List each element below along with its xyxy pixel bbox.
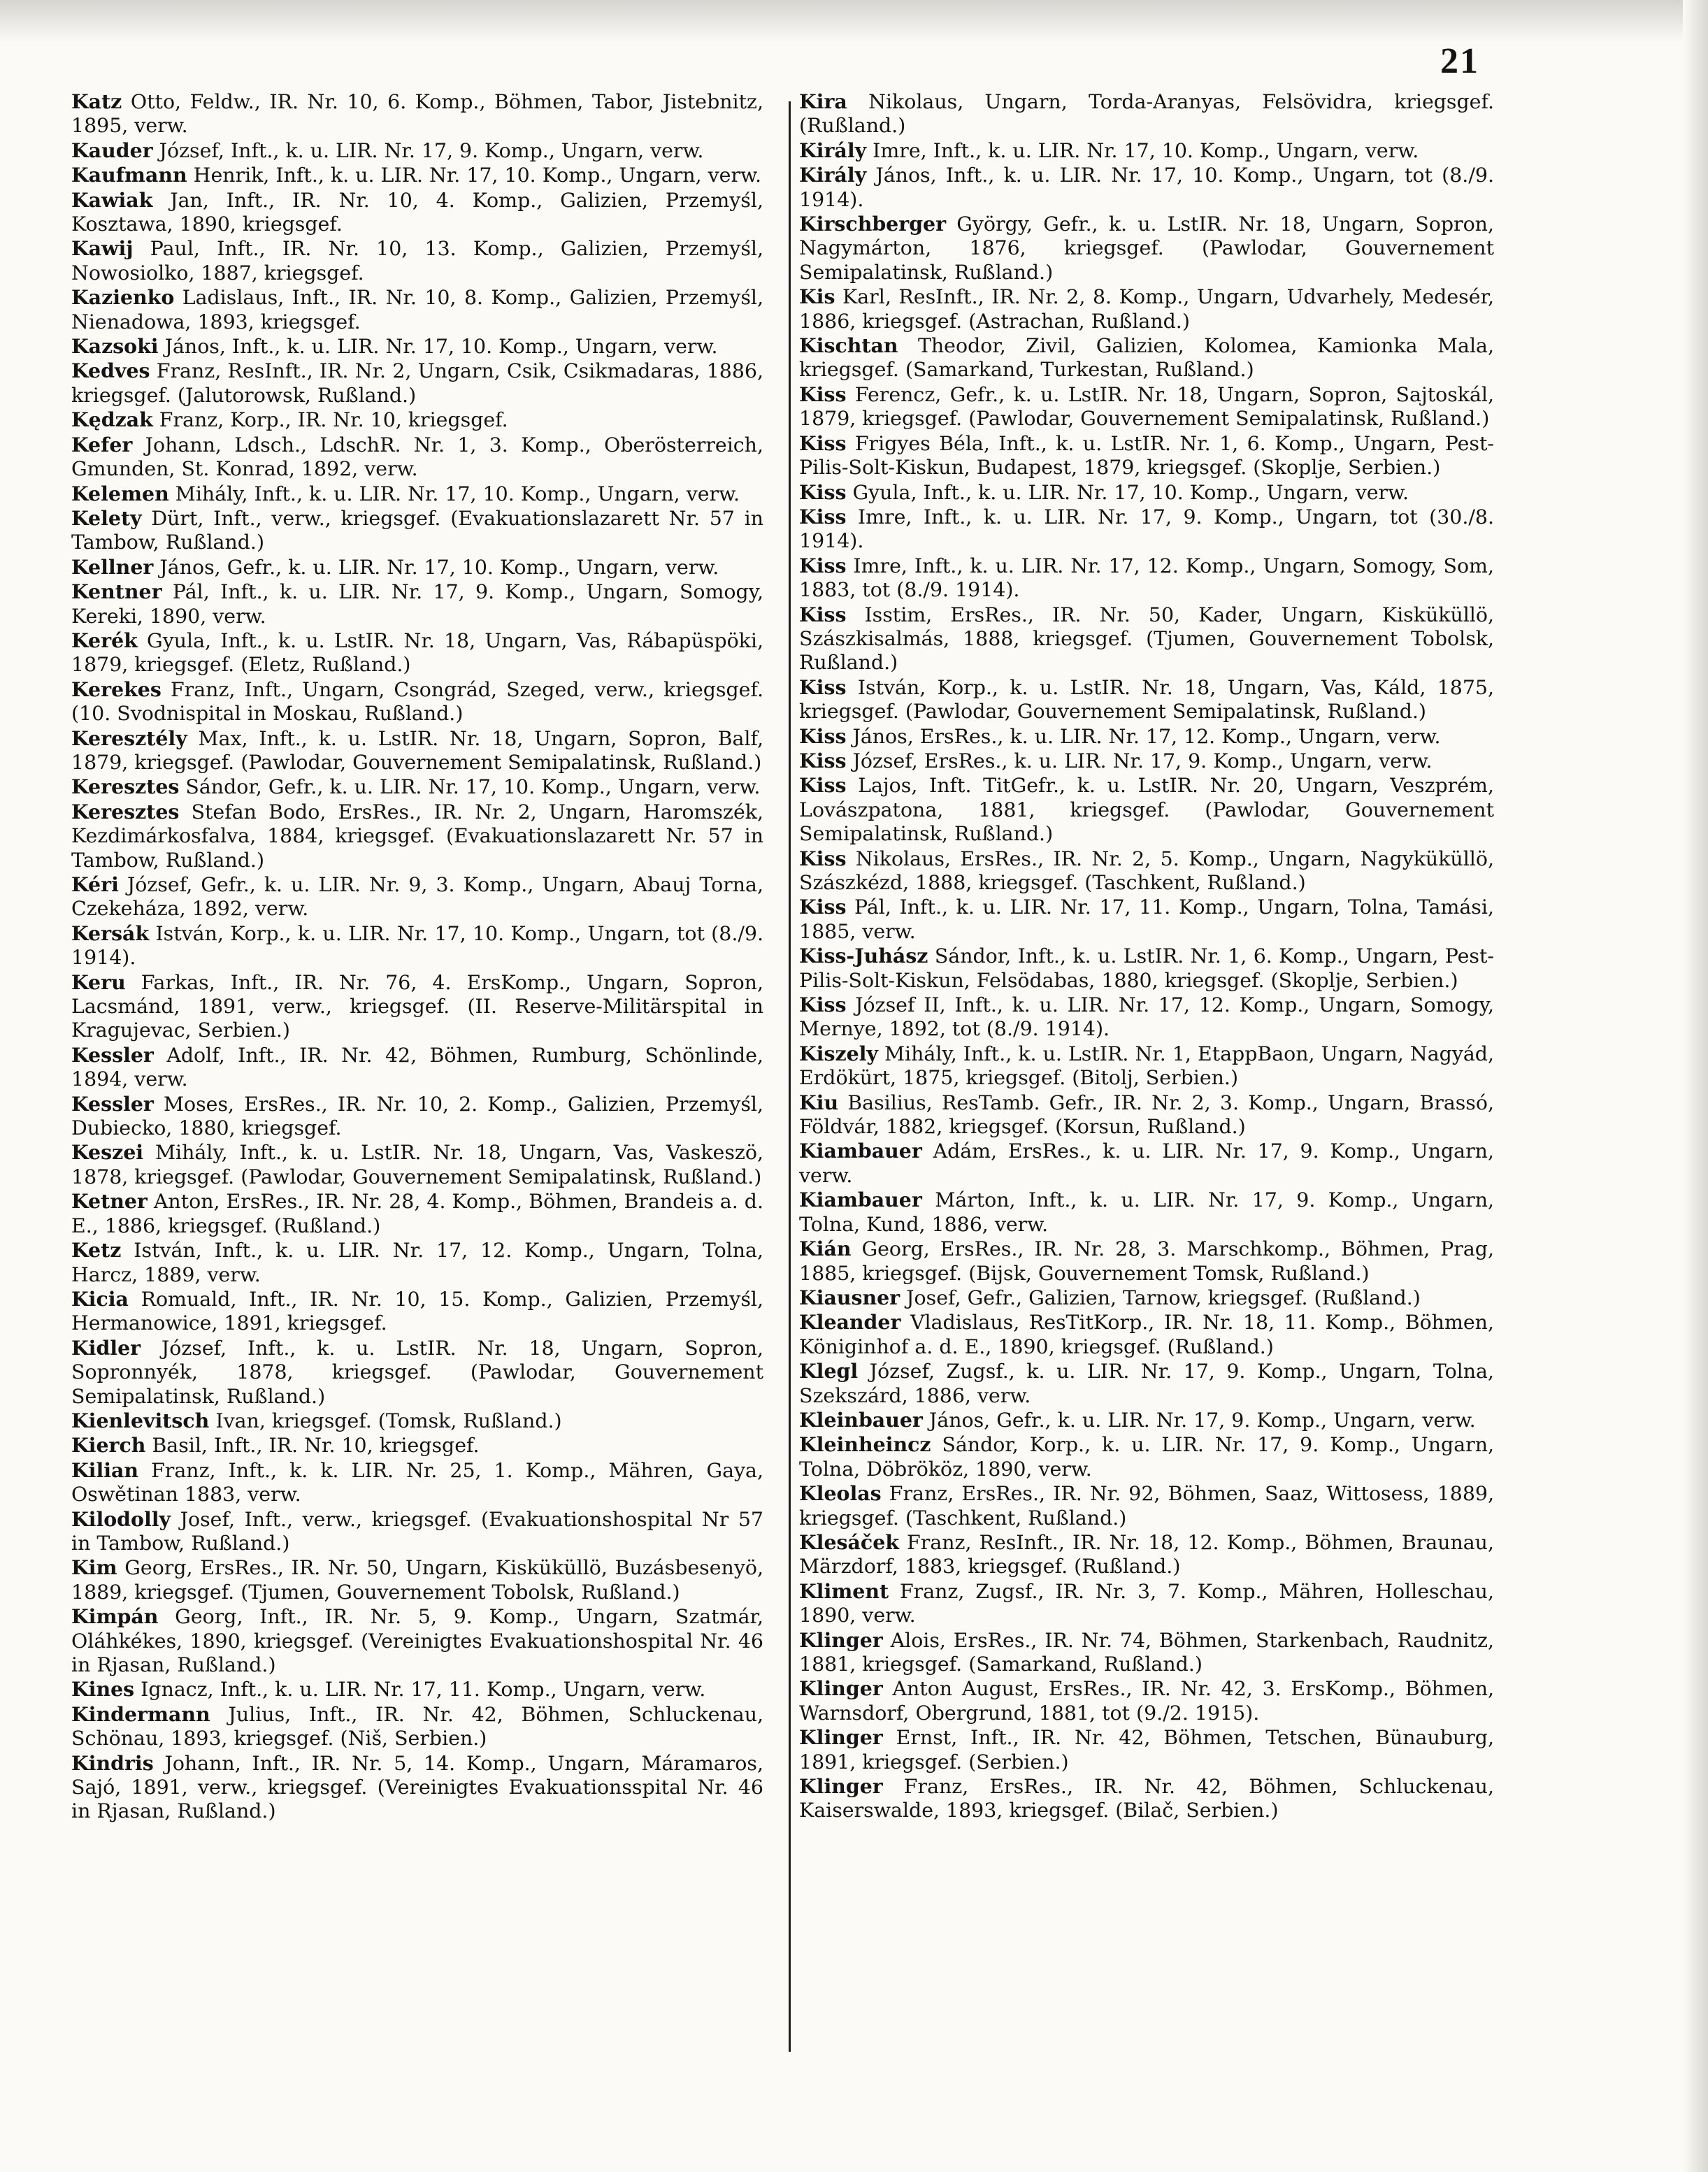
register-entry <box>71 1287 763 1336</box>
entry-surname: Klinger <box>799 1676 883 1701</box>
entry-details: Josef, Gefr., Galizien, Tarnow, kriegsgef. (Rußland.) <box>900 1286 1421 1309</box>
entry-details: Frigyes Béla, Inft., k. u. LstIR. Nr. 1, 6. Komp., Ungarn, Pest-Pilis-Solt-Kiskun, Budapest, 1879, kriegsgef. (Skoplje, Serbien.) <box>799 431 1494 480</box>
entry-details: Stefan Bodo, ErsRes., IR. Nr. 2, Ungarn, Haromszék, Kezdimárkosfalva, 1884, kriegsgef. (Evakuationslazarett Nr. 57 in Tambow, Rußland.) <box>71 800 763 872</box>
entry-surname: Kedves <box>71 359 150 383</box>
register-entry <box>71 138 763 163</box>
register-entry <box>71 1092 763 1141</box>
entry-surname: Kéri <box>71 872 119 896</box>
register-entry <box>71 1140 763 1189</box>
entry-surname: Kis <box>799 285 835 309</box>
entry-surname: Kiambauer <box>799 1188 922 1212</box>
entry-details: Dürt, Inft., verw., kriegsgef. (Evakuationslazarett Nr. 57 in Tambow, Rußland.) <box>71 506 763 554</box>
entry-details: Ernst, Inft., IR. Nr. 42, Böhmen, Tetschen, Bünauburg, 1891, kriegsgef. (Serbien.) <box>799 1726 1494 1774</box>
page-shadow-right <box>1683 0 1708 2172</box>
entry-details: Mihály, Inft., k. u. LIR. Nr. 17, 10. Komp., Ungarn, verw. <box>168 482 740 505</box>
entry-details: József, Inft., k. u. LstIR. Nr. 18, Ungarn, Sopron, Sopronnyék, 1878, kriegsgef. (Pawlodar, Gouvernement Semipalatinsk, Rußland.) <box>71 1336 763 1408</box>
column-divider <box>789 101 791 2052</box>
entry-surname: Kiss <box>799 773 847 798</box>
entry-surname: Klinger <box>799 1725 883 1750</box>
page-shadow-top <box>0 0 1708 42</box>
register-entry <box>71 408 763 432</box>
entry-surname: Kiss <box>799 480 847 504</box>
entry-surname: Kirschberger <box>799 212 947 236</box>
register-entry <box>799 1042 1494 1091</box>
entry-details: Imre, Inft., k. u. LIR. Nr. 17, 10. Komp., Ungarn, verw. <box>866 138 1419 162</box>
entry-surname: Kentner <box>71 580 162 604</box>
entry-surname: Kim <box>71 1555 117 1580</box>
entry-details: István, Inft., k. u. LIR. Nr. 17, 12. Komp., Ungarn, Tolna, Harcz, 1889, verw. <box>71 1239 763 1286</box>
register-entry <box>799 1579 1494 1628</box>
right-column <box>799 89 1494 1823</box>
entry-surname: Kines <box>71 1677 135 1702</box>
entry-surname: Kiausner <box>799 1285 900 1309</box>
entry-details: József II, Inft., k. u. LIR. Nr. 17, 12. Komp., Ungarn, Somogy, Mernye, 1892, tot (8./9. 1914). <box>799 993 1494 1041</box>
left-column <box>71 89 763 1824</box>
entry-surname: Kindermann <box>71 1702 210 1726</box>
register-entry <box>71 1189 763 1238</box>
register-entry <box>71 1555 763 1604</box>
register-entry <box>71 970 763 1043</box>
register-entry <box>71 163 763 187</box>
entry-details: István, Korp., k. u. LIR. Nr. 17, 10. Komp., Ungarn, tot (8./9. 1914). <box>71 921 763 970</box>
entry-details: Johann, Inft., IR. Nr. 5, 14. Komp., Ungarn, Máramaros, Sajó, 1891, verw., kriegsgef. (Vereinigtes Evakuationsspital Nr. 46 in Rjasan, Rußland.) <box>71 1751 763 1823</box>
entry-surname: Kiss-Juhász <box>799 944 928 968</box>
entry-details: Otto, Feldw., IR. Nr. 10, 6. Komp., Böhmen, Tabor, Jistebnitz, 1895, verw. <box>71 90 763 138</box>
entry-surname: Keszei <box>71 1140 144 1165</box>
entry-surname: Kawiak <box>71 187 153 212</box>
entry-details: Franz, ErsRes., IR. Nr. 92, Böhmen, Saaz, Wittosess, 1889, kriegsgef. (Taschkent, Rußland.) <box>799 1482 1494 1530</box>
entry-surname: Kienlevitsch <box>71 1408 210 1432</box>
entry-surname: Kiss <box>799 675 847 699</box>
register-entry <box>799 603 1494 675</box>
entry-details: Josef, Inft., verw., kriegsgef. (Evakuationshospital Nr 57 in Tambow, Rußland.) <box>71 1507 763 1555</box>
register-entry <box>71 555 763 580</box>
entry-details: Sándor, Inft., k. u. LstIR. Nr. 1, 6. Komp., Ungarn, Pest-Pilis-Solt-Kiskun, Felsödabas, 1880, kriegsgef. (Skoplje, Serbien.) <box>799 944 1494 992</box>
register-entry <box>71 482 763 506</box>
register-entry <box>799 333 1494 382</box>
register-entry <box>799 89 1494 138</box>
entry-details: Julius, Inft., IR. Nr. 42, Böhmen, Schluckenau, Schönau, 1893, kriegsgef. (Niš, Serbien.) <box>71 1702 763 1750</box>
entry-surname: Keresztes <box>71 799 180 824</box>
entry-surname: Keresztes <box>71 775 180 799</box>
entry-details: Mihály, Inft., k. u. LstIR. Nr. 18, Ungarn, Vas, Vaskeszö, 1878, kriegsgef. (Pawlodar, Gouvernement Semipalatinsk, Rußland.) <box>71 1141 763 1188</box>
entry-details: Alois, ErsRes., IR. Nr. 74, Böhmen, Starkenbach, Raudnitz, 1881, kriegsgef. (Samarkand, Rußland.) <box>799 1628 1494 1676</box>
entry-details: Franz, Zugsf., IR. Nr. 3, 7. Komp., Mähren, Holleschau, 1890, verw. <box>799 1579 1494 1627</box>
entry-details: Nikolaus, ErsRes., IR. Nr. 2, 5. Komp., Ungarn, Nagyküküllö, Szászkézd, 1888, kriegsgef. (Taschkent, Rußland.) <box>799 847 1494 894</box>
entry-surname: Kazsoki <box>71 334 159 359</box>
register-entry <box>71 285 763 334</box>
entry-surname: Kessler <box>71 1091 154 1116</box>
register-entry <box>799 1481 1494 1530</box>
entry-details: Sándor, Gefr., k. u. LIR. Nr. 17, 10. Komp., Ungarn, verw. <box>179 775 761 799</box>
entry-surname: Kilian <box>71 1458 139 1482</box>
register-entry <box>799 895 1494 944</box>
entry-surname: Kleinbauer <box>799 1407 923 1432</box>
entry-details: Jan, Inft., IR. Nr. 10, 4. Komp., Galizien, Przemyśl, Kosztawa, 1890, kriegsgef. <box>71 188 763 236</box>
entry-surname: Kicia <box>71 1286 129 1311</box>
entry-details: Adolf, Inft., IR. Nr. 42, Böhmen, Rumburg, Schönlinde, 1894, verw. <box>71 1043 763 1091</box>
entry-details: Georg, ErsRes., IR. Nr. 28, 3. Marschkomp., Böhmen, Prag, 1885, kriegsgef. (Bijsk, Gouvernement Tomsk, Rußland.) <box>799 1237 1494 1285</box>
entry-details: Franz, Inft., k. k. LIR. Nr. 25, 1. Komp., Mähren, Gaya, Oswětinan 1883, verw. <box>71 1458 763 1506</box>
register-entry <box>799 1139 1494 1188</box>
entry-surname: Kiss <box>799 846 847 870</box>
register-entry <box>71 800 763 872</box>
entry-details: Adám, ErsRes., k. u. LIR. Nr. 17, 9. Komp., Ungarn, verw. <box>799 1139 1494 1187</box>
register-entry <box>71 921 763 970</box>
entry-surname: Kawij <box>71 236 134 261</box>
entry-details: Paul, Inft., IR. Nr. 10, 13. Komp., Galizien, Przemyśl, Nowosiolko, 1887, kriegsgef. <box>71 237 763 285</box>
entry-details: Farkas, Inft., IR. Nr. 76, 4. ErsKomp., Ungarn, Sopron, Lacsmánd, 1891, verw., kriegsgef. (II. Reserve-Militärspital in Kragujevac, Serbien.) <box>71 970 763 1042</box>
register-entry <box>799 1286 1494 1310</box>
entry-details: János, Inft., k. u. LIR. Nr. 17, 10. Komp., Ungarn, verw. <box>158 335 718 359</box>
entry-details: Nikolaus, Ungarn, Torda-Aranyas, Felsövidra, kriegsgef. (Rußland.) <box>799 90 1494 138</box>
register-entry <box>799 382 1494 431</box>
entry-details: Gyula, Inft., k. u. LIR. Nr. 17, 10. Komp., Ungarn, verw. <box>846 480 1409 504</box>
entry-surname: Kelety <box>71 505 142 530</box>
entry-surname: Kierch <box>71 1433 146 1458</box>
register-entry <box>71 1677 763 1702</box>
entry-details: József, Inft., k. u. LIR. Nr. 17, 9. Komp., Ungarn, verw. <box>152 138 704 162</box>
entry-surname: Ketz <box>71 1238 122 1263</box>
register-entry <box>799 1530 1494 1579</box>
entry-surname: Kazienko <box>71 285 175 310</box>
entry-details: István, Korp., k. u. LstIR. Nr. 18, Ungarn, Vas, Káld, 1875, kriegsgef. (Pawlodar, Gouvernement Semipalatinsk, Rußland.) <box>799 675 1494 724</box>
entry-surname: Kira <box>799 89 847 113</box>
entry-details: Johann, Ldsch., LdschR. Nr. 1, 3. Komp., Oberösterreich, Gmunden, St. Konrad, 1892, verw. <box>71 433 763 481</box>
entry-surname: Kilodolly <box>71 1506 171 1531</box>
register-entry <box>71 775 763 799</box>
entry-surname: Kessler <box>71 1042 154 1067</box>
entry-details: Basilius, ResTamb. Gefr., IR. Nr. 2, 3. Komp., Ungarn, Brassó, Földvár, 1882, kriegsgef. (Korsun, Rußland.) <box>799 1091 1494 1139</box>
entry-details: Pál, Inft., k. u. LIR. Nr. 17, 11. Komp., Ungarn, Tolna, Tamási, 1885, verw. <box>799 896 1494 943</box>
entry-surname: Kędzak <box>71 408 153 432</box>
entry-surname: Kefer <box>71 432 133 456</box>
register-entry <box>799 724 1494 749</box>
entry-surname: Kauder <box>71 138 153 162</box>
register-entry <box>799 993 1494 1042</box>
register-entry <box>799 554 1494 603</box>
register-entry <box>71 726 763 775</box>
entry-surname: Klegl <box>799 1359 859 1383</box>
entry-details: Henrik, Inft., k. u. LIR. Nr. 17, 10. Komp., Ungarn, verw. <box>187 164 761 187</box>
entry-details: Ivan, kriegsgef. (Tomsk, Rußland.) <box>209 1409 562 1432</box>
register-entry <box>71 1507 763 1556</box>
entry-surname: Kiss <box>799 748 847 772</box>
entry-surname: Kelemen <box>71 481 169 505</box>
register-entry <box>799 212 1494 285</box>
entry-details: Georg, Inft., IR. Nr. 5, 9. Komp., Ungarn, Szatmár, Oláhkékes, 1890, kriegsgef. (Vereinigtes Evakuationshospital Nr. 46 in Rjasan, Rußland.) <box>71 1605 763 1676</box>
register-entry <box>71 872 763 921</box>
entry-details: Franz, ResInft., IR. Nr. 18, 12. Komp., Böhmen, Braunau, Märzdorf, 1883, kriegsgef. (Rußland.) <box>799 1530 1494 1578</box>
register-entry <box>799 480 1494 505</box>
entry-details: Vladislaus, ResTitKorp., IR. Nr. 18, 11. Komp., Böhmen, Königinhof a. d. E., 1890, kriegsgef. (Rußland.) <box>799 1311 1494 1358</box>
register-entry <box>799 138 1494 163</box>
entry-surname: Keru <box>71 970 126 994</box>
entry-details: György, Gefr., k. u. LstIR. Nr. 18, Ungarn, Sopron, Nagymárton, 1876, kriegsgef. (Pawlodar, Gouvernement Semipalatinsk, Rußland.) <box>799 213 1494 284</box>
entry-surname: Klinger <box>799 1774 883 1799</box>
register-entry <box>799 1432 1494 1481</box>
entry-details: János, ErsRes., k. u. LIR. Nr. 17, 12. Komp., Ungarn, verw. <box>846 724 1441 748</box>
register-entry <box>71 1433 763 1458</box>
register-entry <box>799 1408 1494 1432</box>
entry-details: János, Gefr., k. u. LIR. Nr. 17, 9. Komp., Ungarn, verw. <box>922 1408 1476 1432</box>
register-entry <box>71 506 763 555</box>
entry-details: Franz, Inft., Ungarn, Csongrád, Szeged, verw., kriegsgef. (10. Svodnispital in Moskau, Rußland.) <box>71 677 763 726</box>
register-entry <box>799 163 1494 212</box>
entry-surname: Kiss <box>799 504 847 528</box>
entry-details: János, Gefr., k. u. LIR. Nr. 17, 10. Komp., Ungarn, verw. <box>153 555 719 579</box>
entry-details: Max, Inft., k. u. LstIR. Nr. 18, Ungarn, Sopron, Balf, 1879, kriegsgef. (Pawlodar, Gouvernement Semipalatinsk, Rußland.) <box>71 726 763 774</box>
register-entry <box>799 944 1494 993</box>
register-entry <box>71 580 763 628</box>
register-entry <box>71 1409 763 1433</box>
entry-details: Gyula, Inft., k. u. LstIR. Nr. 18, Ungarn, Vas, Rábapüspöki, 1879, kriegsgef. (Eletz, Rußland.) <box>71 628 763 677</box>
entry-details: Isstim, ErsRes., IR. Nr. 50, Kader, Ungarn, Kisküküllö, Szászkisalmás, 1888, kriegsgef. (Tjumen, Gouvernement Tobolsk, Rußland.) <box>799 603 1494 675</box>
entry-surname: Kiambauer <box>799 1139 922 1163</box>
entry-surname: Kliment <box>799 1578 889 1603</box>
entry-surname: Király <box>799 138 867 162</box>
entry-surname: Kerekes <box>71 677 162 701</box>
register-entry <box>799 1676 1494 1725</box>
entry-surname: Kiu <box>799 1090 839 1114</box>
register-entry <box>799 431 1494 480</box>
register-entry <box>71 677 763 726</box>
register-entry <box>799 1237 1494 1286</box>
entry-details: János, Inft., k. u. LIR. Nr. 17, 10. Komp., Ungarn, tot (8./9. 1914). <box>799 164 1494 211</box>
entry-details: Imre, Inft., k. u. LIR. Nr. 17, 9. Komp., Ungarn, tot (30./8. 1914). <box>799 505 1494 553</box>
register-entry <box>71 628 763 677</box>
entry-surname: Kiss <box>799 993 847 1017</box>
entry-surname: Kidler <box>71 1335 141 1360</box>
entry-details: Franz, ResInft., IR. Nr. 2, Ungarn, Csik, Csikmadaras, 1886, kriegsgef. (Jalutorowsk, Rußland.) <box>71 359 763 407</box>
entry-surname: Klesáček <box>799 1530 899 1554</box>
register-entry <box>71 1336 763 1409</box>
register-entry <box>71 89 763 138</box>
entry-details: Karl, ResInft., IR. Nr. 2, 8. Komp., Ungarn, Udvarhely, Medesér, 1886, kriegsgef. (Astrachan, Rußland.) <box>799 285 1494 333</box>
entry-surname: Kián <box>799 1237 852 1261</box>
entry-surname: Kiss <box>799 602 847 626</box>
entry-details: József, ErsRes., k. u. LIR. Nr. 17, 9. Komp., Ungarn, verw. <box>846 749 1433 772</box>
register-entry <box>71 334 763 359</box>
register-entry <box>799 1359 1494 1408</box>
register-entry <box>799 1188 1494 1237</box>
register-entry <box>71 236 763 285</box>
entry-details: Pál, Inft., k. u. LIR. Nr. 17, 9. Komp., Ungarn, Somogy, Kereki, 1890, verw. <box>71 580 763 628</box>
register-entry <box>71 1043 763 1092</box>
entry-surname: Kiss <box>799 724 847 748</box>
entry-surname: Kersák <box>71 921 150 945</box>
register-entry <box>799 1310 1494 1359</box>
entry-surname: Kischtan <box>799 333 898 358</box>
entry-details: Moses, ErsRes., IR. Nr. 10, 2. Komp., Galizien, Przemyśl, Dubiecko, 1880, kriegsgef. <box>71 1092 763 1140</box>
register-entry <box>799 505 1494 554</box>
entry-details: Theodor, Zivil, Galizien, Kolomea, Kamionka Mala, kriegsgef. (Samarkand, Turkestan, Rußland.) <box>799 334 1494 382</box>
register-entry <box>799 1091 1494 1139</box>
entry-details: Mihály, Inft., k. u. LstIR. Nr. 1, EtappBaon, Ungarn, Nagyád, Erdökürt, 1875, kriegsgef. (Bitolj, Serbien.) <box>799 1042 1494 1090</box>
entry-surname: Kleander <box>799 1310 901 1335</box>
entry-surname: Klinger <box>799 1627 883 1652</box>
register-entry <box>71 1238 763 1287</box>
register-entry <box>71 359 763 408</box>
entry-surname: Kerék <box>71 628 138 652</box>
register-entry <box>799 1725 1494 1774</box>
register-entry <box>799 1628 1494 1677</box>
entry-surname: Kellner <box>71 554 154 579</box>
entry-details: Márton, Inft., k. u. LIR. Nr. 17, 9. Komp., Ungarn, Tolna, Kund, 1886, verw. <box>799 1188 1494 1236</box>
register-entry <box>71 433 763 482</box>
entry-surname: Kiszely <box>799 1041 878 1065</box>
entry-details: Basil, Inft., IR. Nr. 10, kriegsgef. <box>145 1434 480 1458</box>
entry-surname: Kindris <box>71 1750 154 1775</box>
entry-details: Imre, Inft., k. u. LIR. Nr. 17, 12. Komp., Ungarn, Somogy, Som, 1883, tot (8./9. 1914). <box>799 554 1494 602</box>
register-entry <box>799 285 1494 333</box>
entry-details: Ladislaus, Inft., IR. Nr. 10, 8. Komp., Galizien, Przemyśl, Nienadowa, 1893, kriegsgef. <box>71 286 763 333</box>
entry-details: Ferencz, Gefr., k. u. LstIR. Nr. 18, Ungarn, Sopron, Sajtoskál, 1879, kriegsgef. (Pawlodar, Gouvernement Semipalatinsk, Rußland.) <box>799 382 1494 431</box>
entry-surname: Kiss <box>799 431 847 455</box>
entry-surname: Keresztély <box>71 726 187 750</box>
page-number: 21 <box>1440 41 1479 81</box>
register-entry <box>799 749 1494 773</box>
entry-details: Romuald, Inft., IR. Nr. 10, 15. Komp., Galizien, Przemyśl, Hermanowice, 1891, kriegsgef. <box>71 1287 763 1335</box>
entry-surname: Ketner <box>71 1189 148 1214</box>
entry-details: Lajos, Inft. TitGefr., k. u. LstIR. Nr. 20, Ungarn, Veszprém, Lovászpatona, 1881, kriegsgef. (Pawlodar, Gouvernement Semipalatinsk, Rußland.) <box>799 774 1494 846</box>
entry-details: József, Zugsf., k. u. LIR. Nr. 17, 9. Komp., Ungarn, Tolna, Szekszárd, 1886, verw. <box>799 1360 1494 1407</box>
register-entry <box>799 1774 1494 1823</box>
register-entry <box>71 1604 763 1677</box>
entry-details: Anton, ErsRes., IR. Nr. 28, 4. Komp., Böhmen, Brandeis a. d. E., 1886, kriegsgef. (Rußland.) <box>71 1190 763 1237</box>
register-entry <box>799 847 1494 896</box>
entry-surname: Király <box>799 163 867 187</box>
entry-details: Franz, ErsRes., IR. Nr. 42, Böhmen, Schluckenau, Kaiserswalde, 1893, kriegsgef. (Bilač, Serbien.) <box>799 1775 1494 1822</box>
register-entry <box>71 1458 763 1507</box>
entry-details: Ignacz, Inft., k. u. LIR. Nr. 17, 11. Komp., Ungarn, verw. <box>134 1678 706 1702</box>
entry-surname: Kiss <box>799 553 847 577</box>
entry-details: Anton August, ErsRes., IR. Nr. 42, 3. ErsKomp., Böhmen, Warnsdorf, Obergrund, 1881, tot (9./2. 1915). <box>799 1677 1494 1725</box>
entry-surname: Kiss <box>799 382 847 406</box>
entry-surname: Kiss <box>799 895 847 919</box>
register-entry <box>799 773 1494 846</box>
register-entry <box>71 188 763 237</box>
entry-details: József, Gefr., k. u. LIR. Nr. 9, 3. Komp., Ungarn, Abauj Torna, Czekeháza, 1892, verw. <box>71 873 763 921</box>
register-entry <box>799 675 1494 724</box>
entry-details: Georg, ErsRes., IR. Nr. 50, Ungarn, Kisküküllö, Buzásbesenyö, 1889, kriegsgef. (Tjumen, Gouvernement Tobolsk, Rußland.) <box>71 1556 763 1604</box>
register-entry <box>71 1751 763 1824</box>
entry-surname: Kleinheincz <box>799 1432 931 1457</box>
entry-details: Franz, Korp., IR. Nr. 10, kriegsgef. <box>152 408 508 432</box>
entry-surname: Katz <box>71 89 122 113</box>
register-entry <box>71 1702 763 1751</box>
entry-details: Sándor, Korp., k. u. LIR. Nr. 17, 9. Komp., Ungarn, Tolna, Döbrököz, 1890, verw. <box>799 1433 1494 1481</box>
entry-surname: Kimpán <box>71 1604 159 1629</box>
entry-surname: Kleolas <box>799 1481 882 1506</box>
entry-surname: Kaufmann <box>71 163 187 187</box>
